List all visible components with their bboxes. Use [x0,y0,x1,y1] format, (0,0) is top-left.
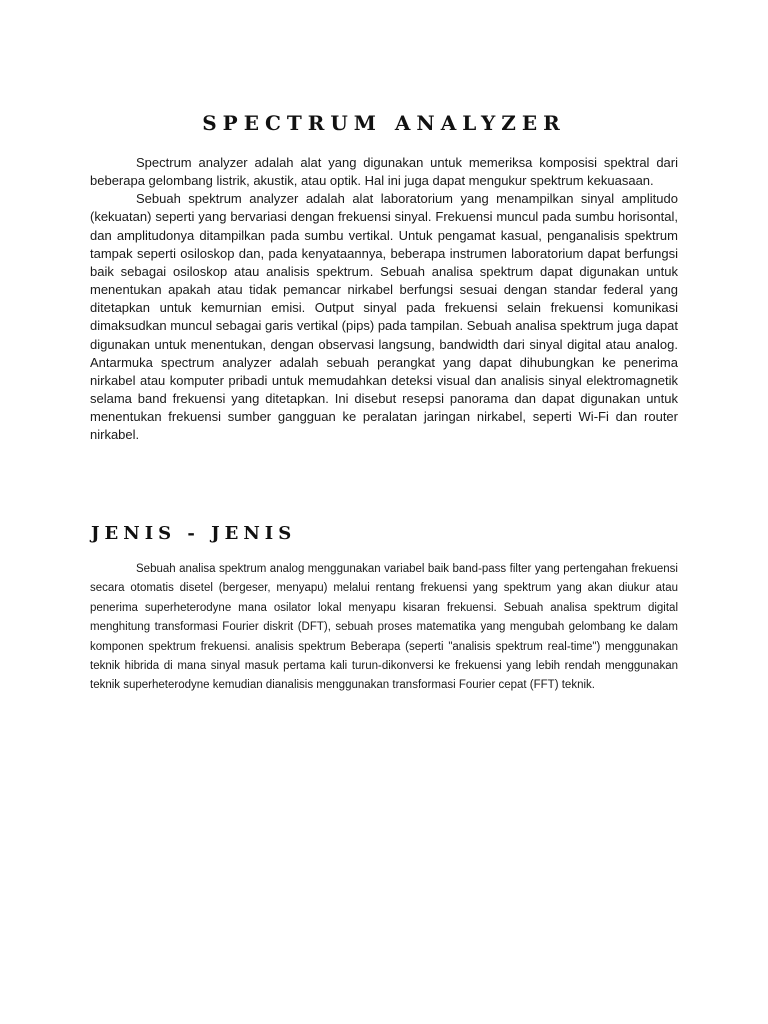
intro-paragraph: Sebuah spektrum analyzer adalah alat laboratorium yang menampilkan sinyal amplitudo (kekuatan) seperti yang bervariasi dengan frekuensi sinyal. Frekuensi muncul pada sumbu horisontal, dan amplitudonya ditampilkan pada sumbu vertikal. Untuk pengamat kasual, penganalisis spektrum tampak seperti osiloskop dan, pada kenyataannya, beberapa instrumen laboratorium dapat berfungsi baik sebagai osiloskop atau analisis spektrum. Sebuah analisa spektrum dapat digunakan untuk menentukan apakah atau tidak pemancar nirkabel berfungsi sesuai dengan standar federal yang ditetapkan untuk kemurnian emisi. Output sinyal pada frekuensi selain frekuensi komunikasi dimaksudkan muncul sebagai garis vertikal (pips) pada tampilan. Sebuah analisa spektrum juga dapat digunakan untuk menentukan, dengan observasi langsung, bandwidth dari sinyal digital atau analog. Antarmuka spectrum analyzer adalah sebuah perangkat yang dapat dihubungkan ke penerima nirkabel atau komputer pribadi untuk memudahkan deteksi visual dan analisis sinyal elektromagnetik selama band frekuensi yang ditetapkan. Ini disebut resepsi panorama dan dapat digunakan untuk menentukan frekuensi sumber gangguan ke peralatan jaringan nirkabel, seperti Wi-Fi dan router nirkabel. [90,191,678,443]
section-heading: JENIS - JENIS [91,523,297,544]
intro-section [90,154,678,445]
types-paragraph: Sebuah analisa spektrum analog menggunakan variabel baik band-pass filter yang pertengahan frekuensi secara otomatis disetel (bergeser, menyapu) melalui rentang frekuensi yang spektrum yang akan diukur atau penerima superheterodyne mana osilator lokal menyapu kisaran frekuensi. Sebuah analisa spektrum digital menghitung transformasi Fourier diskrit (DFT), sebuah proses matematika yang mengubah gelombang ke dalam komponen spektrum frekuensi. analisis spektrum Beberapa (seperti "analisis spektrum real-time") menggunakan teknik hibrida di mana sinyal masuk pertama kali turun-dikonversi ke frekuensi yang lebih rendah menggunakan teknik superheterodyne kemudian dianalisis menggunakan transformasi Fourier cepat (FFT) teknik. [90,563,678,692]
intro-paragraph: Spectrum analyzer adalah alat yang digunakan untuk memeriksa komposisi spektral dari beberapa gelombang listrik, akustik, atau optik. Hal ini juga dapat mengukur spektrum kekuasaan. [90,155,678,189]
page-title: SPECTRUM ANALYZER [202,111,566,135]
types-section [90,560,678,696]
